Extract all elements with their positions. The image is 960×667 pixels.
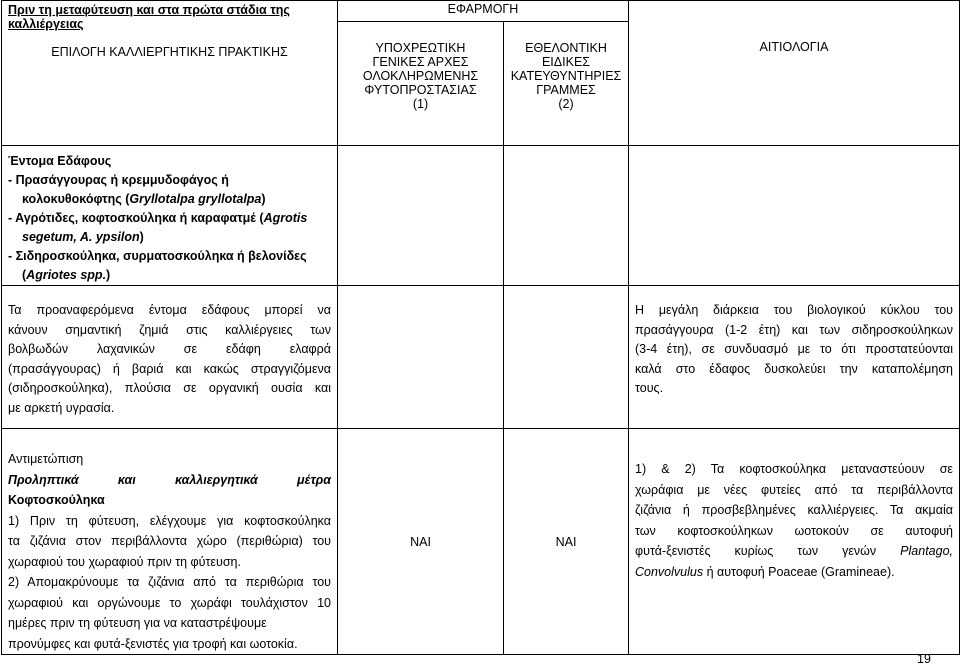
pests-rationale-cell xyxy=(629,146,960,286)
pests-voluntary-cell xyxy=(504,146,629,286)
header-practice-cell xyxy=(2,1,338,146)
control-subheading: Προληπτικά και καλλιεργητικά μέτρα xyxy=(8,472,331,487)
control-voluntary-cell xyxy=(504,429,629,655)
control-measure-2: 2) Απομακρύνουμε τα ζιζάνια από τα περιθώρια του xyxy=(8,575,331,589)
control-rationale-cell: 1) & 2) Τα κοφτοσκούληκα μεταναστεύουν σε χωράφια με νέες φυτείες από τα περιβάλλοντα ζιζάνια ή προσβεβλημένες καλλιέργειες. Τα ακμαία των κοφτοσκούληκων ωοτοκούν σε αυτοφυή φυτά-ξενιστές κυρίως των γενών Plantago, Convolvulus ή αυτοφυή Poaceae (Gramineae). xyxy=(629,429,960,655)
voluntary-header: ΕΘΕΛΟΝΤΙΚΗ ΕΙΔΙΚΕΣ ΚΑΤΕΥΘΥΝΤΗΡΙΕΣ ΓΡΑΜΜΕΣ (2) xyxy=(504,22,629,146)
page-number: 19 xyxy=(917,652,931,666)
damage-rationale-cell: Η μεγάλη διάρκεια του βιολογικού κύκλου του πρασάγγουρα (1-2 έτη) και των σιδηροσκούληκων (3-4 έτη), σε συνδυασμό με το ότι προστατεύονται καλά στο έδαφος δυσκολεύει την καταπολέμηση τους. xyxy=(629,286,960,429)
section-title: Πριν τη μεταφύτευση και στα πρώτα στάδια της καλλιέργειας xyxy=(8,3,290,31)
practice-column-header: ΕΠΙΛΟΓΗ ΚΑΛΛΙΕΡΓΗΤΙΚΗΣ ΠΡΑΚΤΙΚΗΣ xyxy=(51,45,288,59)
mandatory-header: ΥΠΟΧΡΕΩΤΙΚΗ ΓΕΝΙΚΕΣ ΑΡΧΕΣ ΟΛΟΚΛΗΡΩΜΕΝΗΣ ΦΥΤΟΠΡΟΣΤΑΣΙΑΣ (1) xyxy=(338,22,504,146)
damage-cell: Τα προαναφερόμενα έντομα εδάφους μπορεί να κάνουν σημαντική ζημιά στις καλλιέργειες των βολβωδών λαχανικών σε εδάφη ελαφρά (πρασάγγουρας) ή βαριά και κακώς στραγγιζόμενα (σιδηροσκούληκα), πλούσια σε οργανική ουσία και με αρκετή υγρασία. xyxy=(2,286,338,429)
control-rationale-text: 1) & 2) Τα κοφτοσκούληκα μεταναστεύουν σε xyxy=(635,462,953,476)
voluntary-value: ΝΑΙ xyxy=(555,534,577,549)
pest-agrotis: - Αγρότιδες, κοφτοσκούληκα ή καραφατμέ (Agrotis xyxy=(8,211,308,225)
control-cell: Αντιμετώπιση Προληπτικά και καλλιεργητικά μέτρα Κοφτοσκούληκα 1) Πριν τη φύτευση, ελέγχουμε για κοφτοσκούληκα τα ζιζάνια στον περιβάλλοντα χώρο (περιθώρια) του χωραφιού του χωραφιού πριν τη φύτευση. 2) Απομακρύνουμε τα ζιζάνια από τα περιθώρια του χωραφιού και οργώνουμε το χωράφι τουλάχιστον 10 ημέρες πριν τη φύτευση για να καταστρέψουμε προνύμφες και φυτά-ξενιστές για τροφή και ωοτοκία. xyxy=(2,429,338,655)
pests-title: Έντομα Εδάφους xyxy=(8,154,112,168)
damage-rationale-text: Η μεγάλη διάρκεια του βιολογικού κύκλου του xyxy=(635,303,953,317)
application-header: ΕΦΑΡΜΟΓΗ xyxy=(338,1,629,22)
mandatory-value: ΝΑΙ xyxy=(410,534,431,549)
pest-gryllotalpa: - Πρασάγγουρας ή κρεμμυδοφάγος ή xyxy=(8,173,229,187)
rationale-header: ΑΙΤΙΟΛΟΓΙΑ xyxy=(629,1,960,146)
control-measure-1: 1) Πριν τη φύτευση, ελέγχουμε για κοφτοσκούληκα xyxy=(8,513,331,528)
control-mandatory-cell xyxy=(338,429,504,655)
damage-voluntary-cell xyxy=(504,286,629,429)
damage-mandatory-cell xyxy=(338,286,504,429)
control-pest-name: Κοφτοσκούληκα xyxy=(8,493,105,507)
pests-mandatory-cell xyxy=(338,146,504,286)
pest-agriotes: - Σιδηροσκούληκα, συρματοσκούληκα ή βελονίδες xyxy=(8,249,307,263)
ipm-table xyxy=(1,0,960,655)
damage-text: Τα προαναφερόμενα έντομα εδάφους μπορεί να xyxy=(8,303,331,317)
control-heading: Αντιμετώπιση xyxy=(8,452,84,466)
pests-cell: Έντομα Εδάφους - Πρασάγγουρας ή κρεμμυδοφάγος ή κολοκυθοκόφτης (Gryllotalpa gryllotalpa) - Αγρότιδες, κοφτοσκούληκα ή καραφατμέ (Agrotis segetum, A. ypsilon) - Σιδηροσκούληκα, συρματοσκούληκα ή βελονίδες (Agriotes spp.) xyxy=(2,146,338,286)
